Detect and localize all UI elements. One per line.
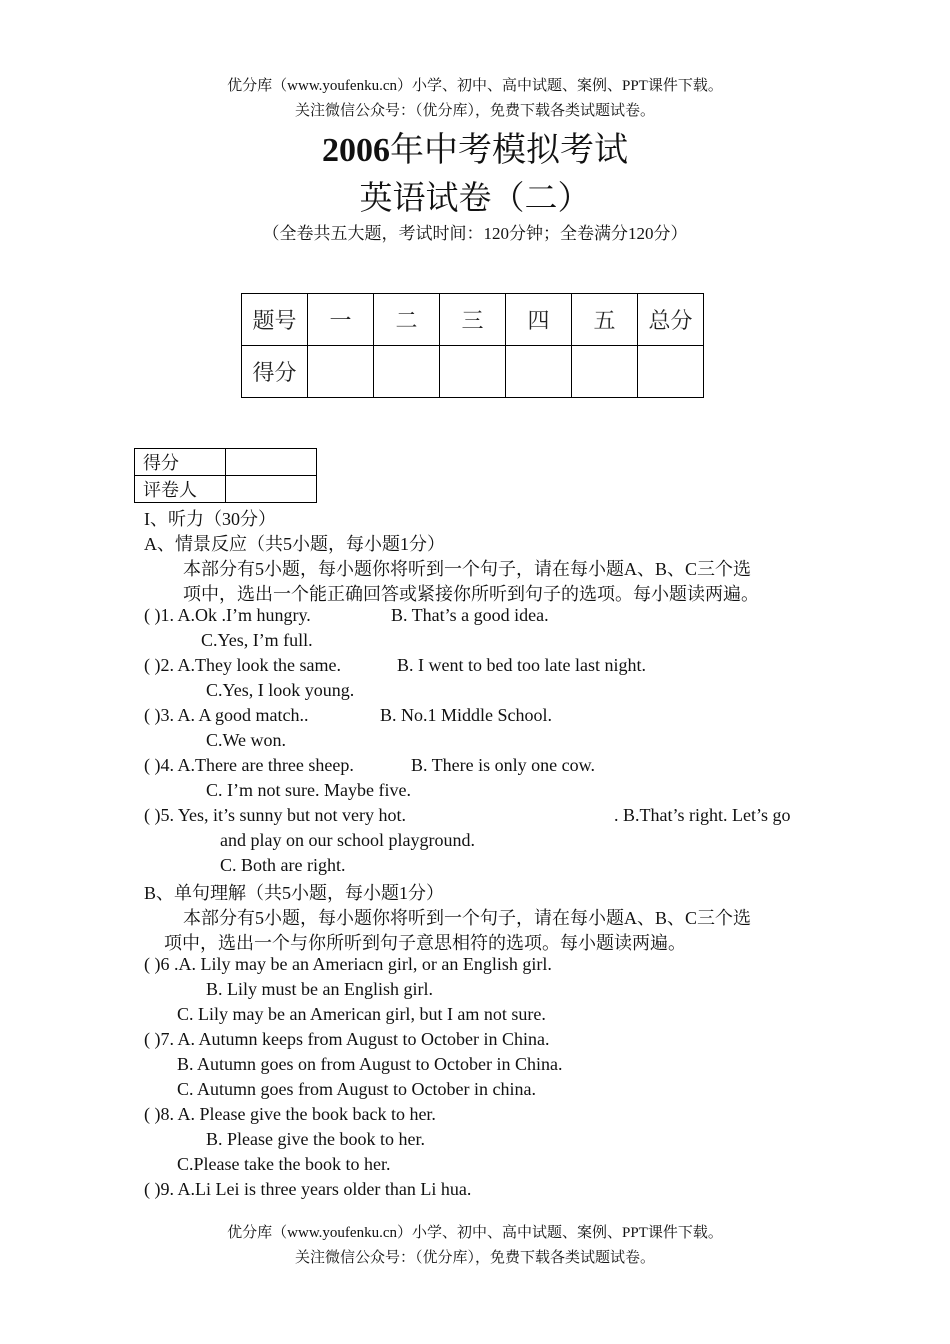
question-1: ( )1. A.Ok .I’m hungry. [144,605,311,625]
question-3: ( )3. A. A good match.. [144,705,309,725]
question-8-option-c: C.Please take the book to her. [177,1154,391,1174]
question-8-option-b: B. Please give the book to her. [206,1129,425,1149]
header-line-2: 关注微信公众号：（优分库），免费下载各类试题试卷。 [294,103,655,119]
question-4: ( )4. A.There are three sheep. [144,755,354,775]
score-blank[interactable] [440,346,506,398]
question-7: ( )7. A. Autumn keeps from August to October in China. [144,1029,550,1049]
score-table-header-row [242,294,704,346]
question-7-option-c: C. Autumn goes from August to October in china. [177,1079,536,1099]
part-a-title: A、情景反应（共5小题，每小题1分） [144,534,445,554]
part-a-instruction-1: 本部分有5小题，每小题你将听到一个句子，请在每小题A、B、C三个选 [183,559,752,579]
score-blank[interactable] [374,346,440,398]
section-title: I、听力（30分） [144,509,276,529]
question-2-option-b: B. I went to bed too late last night. [397,655,646,675]
footer-line-1: 优分库（www.youfenku.cn）小学、初中、高中试题、案例、PPT课件下载。 [227,1225,723,1241]
grader-name-blank[interactable] [226,476,317,503]
score-blank[interactable] [638,346,704,398]
question-4-option-c: C. I’m not sure. Maybe five. [206,780,411,800]
score-cell-label: 题号 [242,294,308,346]
score-table-score-row [242,346,704,398]
grader-row-score [135,449,317,476]
question-5: ( )5. Yes, it’s sunny but not very hot. [144,805,407,825]
question-1-option-c: C.Yes, I’m full. [201,630,313,650]
question-7-option-b: B. Autumn goes on from August to October in China. [177,1054,563,1074]
question-4-option-b: B. There is only one cow. [411,755,595,775]
question-5-option-b: . B.That’s right. Let’s go [614,805,791,825]
part-a-instruction-2: 项中，选出一个能正确回答或紧接你所听到句子的选项。每小题读两遍。 [183,584,759,604]
question-9: ( )9. A.Li Lei is three years older than Li hua. [144,1179,472,1199]
exam-year: 2006 [322,132,390,169]
score-blank[interactable] [308,346,374,398]
question-3-option-b: B. No.1 Middle School. [380,705,553,725]
score-cell-q5: 五 [572,294,638,346]
exam-note: （全卷共五大题，考试时间：120分钟；全卷满分120分） [262,224,688,243]
score-row-label: 得分 [242,346,308,398]
grader-name-label: 评卷人 [135,476,226,503]
grader-score-blank[interactable] [226,449,317,476]
score-cell-q4: 四 [506,294,572,346]
part-b-instruction-1: 本部分有5小题，每小题你将听到一个句子，请在每小题A、B、C三个选 [183,908,752,928]
question-6: ( )6 .A. Lily may be an Ameriacn girl, or an English girl. [144,954,552,974]
part-b-title: B、单句理解（共5小题，每小题1分） [144,883,445,903]
grader-row-name [135,476,317,503]
exam-title [0,122,950,171]
score-blank[interactable] [572,346,638,398]
question-3-option-c: C.We won. [206,730,287,750]
exam-subtitle: 英语试卷（二） [359,181,591,217]
question-8: ( )8. A. Please give the book back to her. [144,1104,436,1124]
score-cell-q3: 三 [440,294,506,346]
question-1-option-b: B. That’s a good idea. [391,605,549,625]
question-6-option-b: B. Lily must be an English girl. [206,979,433,999]
question-5-option-b-cont: and play on our school playground. [220,830,475,850]
score-cell-q2: 二 [374,294,440,346]
score-table [241,293,704,398]
score-cell-total: 总分 [638,294,704,346]
score-blank[interactable] [506,346,572,398]
part-b-instruction-2: 项中，选出一个与你所听到句子意思相符的选项。每小题读两遍。 [164,933,686,953]
header-line-1: 优分库（www.youfenku.cn）小学、初中、高中试题、案例、PPT课件下载。 [227,78,723,94]
grader-score-label: 得分 [135,449,226,476]
question-6-option-c: C. Lily may be an American girl, but I am not sure. [177,1004,546,1024]
score-cell-q1: 一 [308,294,374,346]
question-2: ( )2. A.They look the same. [144,655,341,675]
grader-table [134,448,317,503]
question-2-option-c: C.Yes, I look young. [206,680,355,700]
footer-line-2: 关注微信公众号：（优分库），免费下载各类试题试卷。 [294,1250,655,1266]
question-5-option-c: C. Both are right. [220,855,346,875]
exam-title-text: 年中考模拟考试 [390,132,628,169]
